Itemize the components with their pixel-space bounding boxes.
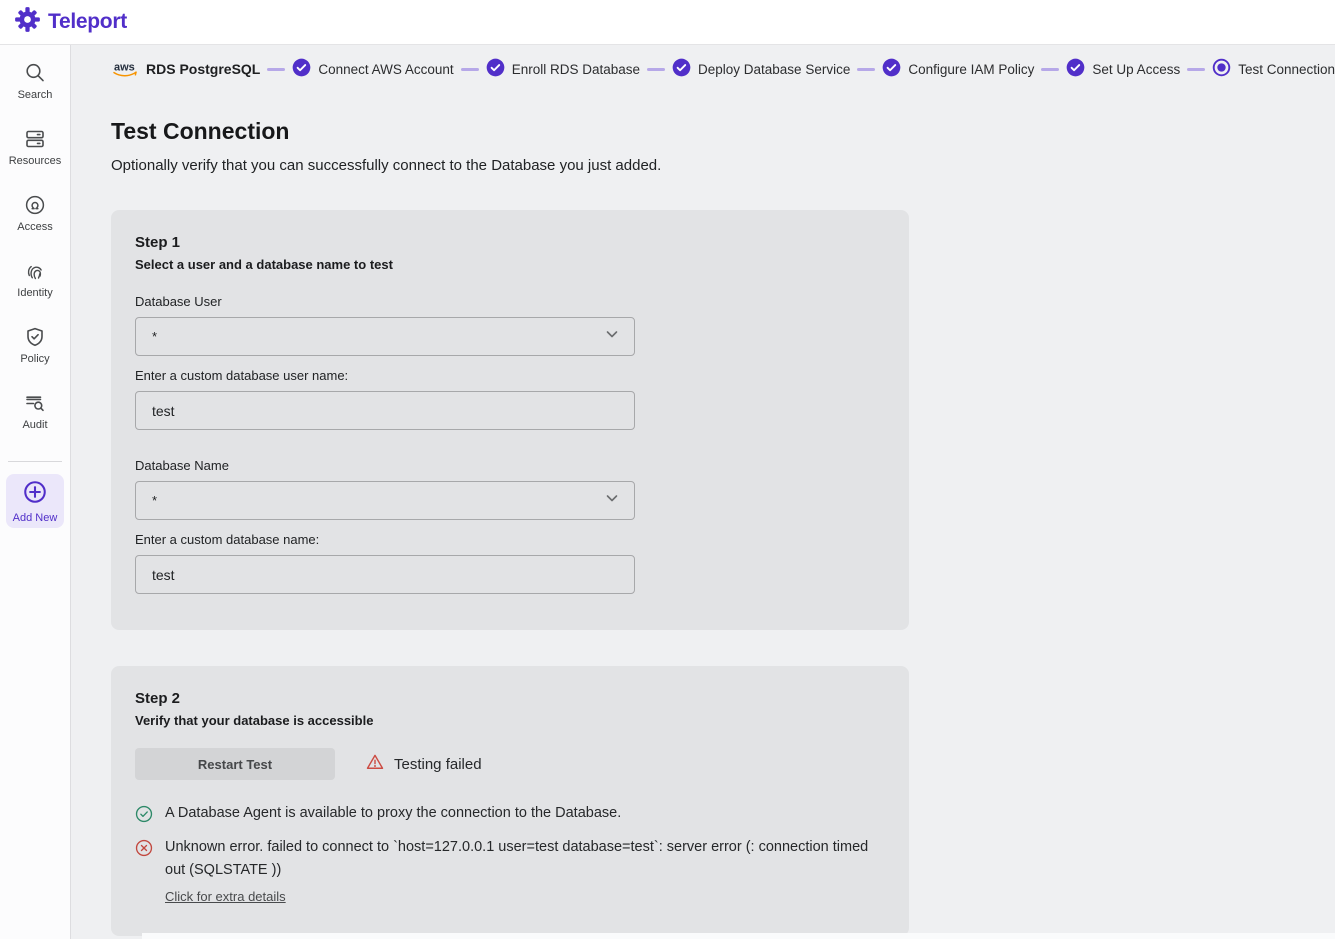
test-status-text: Testing failed — [394, 755, 482, 773]
custom-database-user-label: Enter a custom database user name: — [135, 368, 349, 383]
sidebar-item-access[interactable]: Access — [17, 193, 52, 233]
setup-stepper — [111, 58, 1335, 80]
app-header — [0, 0, 1335, 45]
chevron-down-icon — [604, 326, 620, 347]
step1-card — [111, 210, 909, 630]
step1-heading: Step 1 — [135, 234, 181, 251]
bottom-strip — [142, 933, 1335, 939]
restart-test-button[interactable]: Restart Test — [135, 748, 335, 780]
step-connector — [857, 68, 875, 71]
main-content — [71, 45, 1335, 939]
error-message-row — [135, 836, 885, 883]
search-icon — [23, 61, 47, 85]
step-configure-iam-policy: Configure IAM Policy — [882, 58, 1034, 80]
test-result-messages — [135, 802, 885, 906]
teleport-gear-icon — [14, 6, 41, 38]
sidebar-item-resources[interactable]: Resources — [9, 127, 62, 167]
step-connector — [267, 68, 285, 71]
page-subtitle: Optionally verify that you can successfully connect to the Database you just added. — [111, 157, 662, 174]
audit-list-search-icon — [23, 391, 47, 415]
teleport-logo[interactable] — [14, 6, 127, 38]
step-connector — [1041, 68, 1059, 71]
step-done-icon — [672, 58, 691, 80]
logo-text: Teleport — [48, 10, 127, 33]
extra-details-link[interactable]: Click for extra details — [165, 888, 286, 904]
plus-circle-icon — [22, 479, 48, 510]
integration-label: RDS PostgreSQL — [146, 61, 261, 77]
database-user-select[interactable]: * — [135, 317, 635, 356]
step-connector — [647, 68, 665, 71]
svg-text:aws: aws — [114, 61, 135, 74]
step-done-icon — [882, 58, 901, 80]
custom-database-name-input[interactable] — [135, 555, 635, 594]
step-active-icon — [1212, 58, 1231, 80]
step-connector — [1187, 68, 1205, 71]
x-circle-icon — [135, 836, 153, 862]
custom-database-name-label: Enter a custom database name: — [135, 532, 320, 547]
add-new-button[interactable]: Add New — [6, 474, 64, 528]
step-connector — [461, 68, 479, 71]
step-test-connection: Test Connection — [1212, 58, 1335, 80]
step-deploy-database-service: Deploy Database Service — [672, 58, 850, 80]
step-set-up-access: Set Up Access — [1066, 58, 1180, 80]
sidebar-item-search[interactable]: Search — [18, 61, 53, 101]
step2-subheading: Verify that your database is accessible — [135, 713, 374, 728]
success-message-row — [135, 802, 885, 828]
success-message-text: A Database Agent is available to proxy the connection to the Database. — [165, 805, 622, 821]
step2-heading: Step 2 — [135, 690, 181, 707]
aws-logo-icon — [111, 60, 139, 78]
step-enroll-rds-database: Enroll RDS Database — [486, 58, 640, 80]
step-done-icon — [292, 58, 311, 80]
step-done-icon — [486, 58, 505, 80]
step-connect-aws-account: Connect AWS Account — [292, 58, 453, 80]
chevron-down-icon — [604, 490, 620, 511]
test-status — [365, 752, 482, 776]
sidebar-item-identity[interactable]: Identity — [17, 259, 52, 299]
step-done-icon — [1066, 58, 1085, 80]
warning-triangle-icon — [365, 752, 385, 776]
database-name-select[interactable]: * — [135, 481, 635, 520]
fingerprint-icon — [23, 259, 47, 283]
step2-card — [111, 666, 909, 936]
sidebar-item-audit[interactable]: Audit — [22, 391, 47, 431]
sidebar — [0, 45, 71, 939]
custom-database-user-input[interactable] — [135, 391, 635, 430]
step1-subheading: Select a user and a database name to test — [135, 257, 393, 272]
access-lock-icon — [23, 193, 47, 217]
server-stack-icon — [23, 127, 47, 151]
page-title: Test Connection — [111, 118, 290, 144]
sidebar-divider — [8, 461, 62, 462]
check-circle-icon — [135, 802, 153, 828]
shield-check-icon — [23, 325, 47, 349]
error-message-text: Unknown error. failed to connect to `host=127.0.0.1 user=test database=test`: server error (: connection timed out (SQLSTATE )) — [165, 839, 869, 879]
database-user-label: Database User — [135, 294, 222, 309]
sidebar-item-policy[interactable]: Policy — [20, 325, 49, 365]
database-name-label: Database Name — [135, 458, 229, 473]
